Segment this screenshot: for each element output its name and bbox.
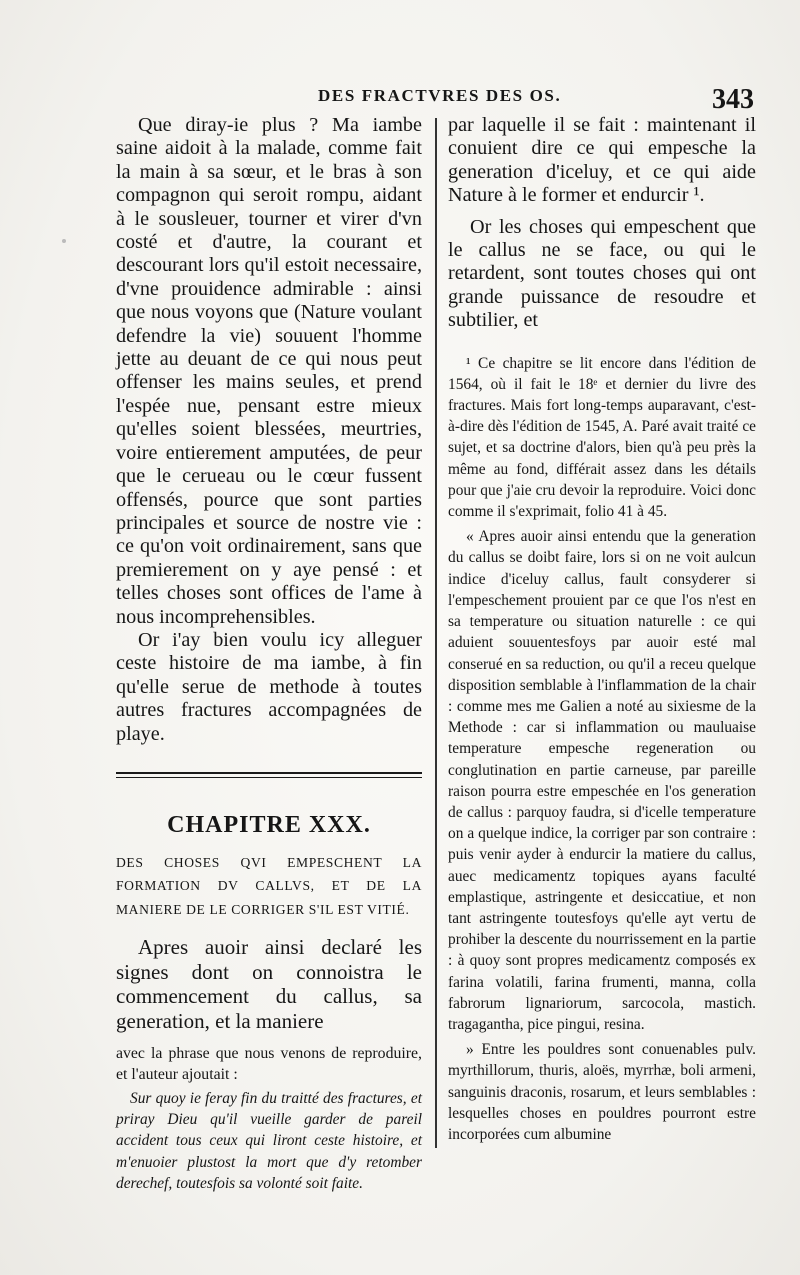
left-paragraph-2: Or i'ay bien voulu icy alleguer ceste histoire de ma iambe, à fin qu'elle serue de methode à toutes autres fractures accompagnées de playe. — [116, 628, 422, 745]
footnote-continuation: » Entre les pouldres sont conuenables pulv. myrthillorum, thuris, aloës, myrrhæ, boli armeni, sanguinis draconis, rosarum, et leurs semblables : lesquelles choses en pouldres pourront estre incorporées cum albumine — [448, 1041, 756, 1143]
right-paragraph-1: par laquelle il se fait : maintenant il conuient dire ce qui empesche la generation d'iceluy, et ce qui aide Nature à le former et endurcir ¹. — [448, 114, 756, 207]
section-rule — [116, 772, 422, 778]
footnote-block — [448, 353, 756, 1146]
running-head: DES FRACTVRES DES OS. — [318, 86, 562, 105]
editor-note: avec la phrase que nous venons de reproduire, et l'auteur ajoutait : — [116, 1045, 422, 1084]
chapter-body — [116, 935, 422, 1033]
page-number: 343 — [712, 84, 754, 115]
left-paragraph-1: Que diray-ie plus ? Ma iambe saine aidoit à la malade, comme fait la main à sa sœur, et le bras à son compagnon qui seroit rompu, aidant à le sousleuer, tourner et virer d'vn costé et d'autre, la courant et descourant lors qu'il estoit necessaire, d'vne prouidence admirable : ainsi que nous voyons que (Nature voulant defendre la vie) souuent l'homme jette au deuant de ce qui nous peut offenser les mains seules, et prend l'espée nue, pensant estre mieux qu'elles soient blessées, meurtries, voire entierement amputées, de peur que le cerueau ou le cœur fussent offensés, pource que sont parties principales et source de nostre vie : ce qu'on voit ordinairement, sans que premierement on y aye pensé : et telles choses sont offices de l'ame à nous incomprehensibles. — [116, 114, 422, 628]
chapter-title: CHAPITRE XXX. — [167, 811, 371, 838]
footnote-quote: « Apres auoir ainsi entendu que la generation du callus se doibt faire, lors si on ne voit aulcun indice d'iceluy callus, fault consyderer si l'empeschement prouient par ce que l'os n'est en sa temperature ou situation naturelle : ce qui aduient souuentesfoys par auoir esté mal conserué en sa reduction, ou qu'il a receu quelque disposition semblable à l'inflammation de la chair : comme mes me Galien a noté au sixiesme de la Methode : car si inflammation ou mauluaise temperature empesche regeneration ou conglutination en partie carneuse, par pareille raison pourra estre empeschée en l'os generation de callus : parquoy faudra, si d'icelle temperature on a quelque indice, la corriger par son contraire : puis venir ayder à endurcir la matiere du callus, auec medicamentz topiques ayans faculté emplastique, astringente et desiccatiue, et non tant astringente toutesfoys qu'elle ayt vertu de prohiber la descente du nourrissement en la partie : à quoy sont propres medicamentz composés ex farina volatili, farina frumenti, manna, colla fabrorum lignariorum, sarcocola, mastich. tragagantha, pice pingui, resina. — [448, 528, 756, 1033]
footnote-1: ¹ Ce chapitre se lit encore dans l'édition de 1564, où il fait le 18ᵉ et dernier du livre des fractures. Mais fort long-temps auparavant, c'est-à-dire dès l'édition de 1545, A. Paré avait traité ce sujet, et sa doctrine d'alors, bien qu'à peu près la même au fond, différait assez dans les détails pour que j'aie cru devoir la reproduire. Voici donc comme il s'exprimait, folio 41 à 45. — [448, 354, 756, 521]
quoted-passage: Sur quoy ie feray fin du traitté des fractures, et priray Dieu qu'il vueille garder de pareil accident tous ceux qui liront ceste histoire, et m'enuoier plustost la mort que d'y retomber derechef, toutesfois sa volonté soit faite. — [116, 1089, 422, 1193]
right-paragraph-2: Or les choses qui empeschent que le callus ne se face, ou qui le retardent, sont toutes choses qui ont grande puissance de resoudre et subtilier, et — [448, 215, 756, 332]
right-column — [448, 114, 756, 1145]
chapter-subtitle: DES CHOSES QVI EMPESCHENT LA FORMATION DV CALLVS, ET DE LA MANIERE DE LE CORRIGER S'IL EST VITIÉ. — [116, 854, 422, 917]
column-divider — [435, 118, 437, 1148]
paper-speck — [62, 239, 66, 243]
chapter-paragraph: Apres auoir ainsi declaré les signes dont on connoistra le commencement du callus, sa generation, et la maniere — [116, 935, 422, 1033]
left-column — [116, 114, 422, 1195]
